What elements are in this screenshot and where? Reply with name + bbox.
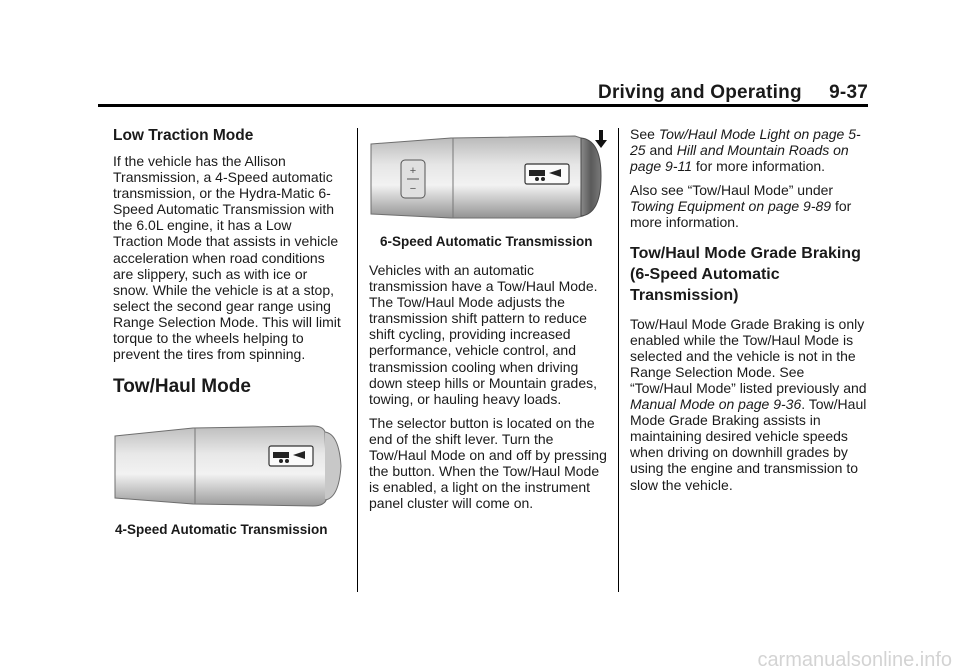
plus-icon: + xyxy=(409,165,417,177)
four-speed-caption: 4-Speed Automatic Transmission xyxy=(115,522,328,538)
column-3 xyxy=(630,126,870,501)
low-traction-heading: Low Traction Mode xyxy=(113,127,254,144)
page-header-title: Driving and Operating 9-37 xyxy=(598,82,868,103)
ref-towing-equipment[interactable]: Towing Equipment on page 9-89 xyxy=(630,198,832,215)
watermark: carmanualsonline.info xyxy=(757,649,952,671)
text-span: See xyxy=(630,126,659,142)
down-arrow-icon xyxy=(595,130,607,148)
text-span: . Tow/Haul Mode Grade Braking assists in maintaining desired vehicle speeds when driving on downhill grades by using the engine and transmission to slow the vehicle. xyxy=(630,396,867,493)
tow-haul-paragraph-1: Vehicles with an automatic transmission have a Tow/Haul Mode. The Tow/Haul Mode adjusts the transmission shift pattern to reduce shift cycling, providing increased performance, vehicle control, and transmission cooling when driving down steep hills or Mountain grades, towing, or hauling heavy loads. xyxy=(369,262,598,407)
text-span: and xyxy=(645,142,677,159)
text-span: for more information. xyxy=(692,158,826,175)
text-span: Also see “Tow/Haul Mode” under xyxy=(630,182,834,199)
text-span: Tow/Haul Mode Grade Braking is only enabled while the Tow/Haul Mode is selected and the vehicle is not in the Range Selection Mode. See “Tow/Haul Mode” listed previously and xyxy=(630,315,867,396)
ref-hill-mountain-roads[interactable]: Hill and Mountain Roads on page 9-11 xyxy=(630,142,849,175)
column-divider-2 xyxy=(618,128,619,592)
grade-braking-heading: Tow/Haul Mode Grade Braking (6-Speed Automatic Transmission) xyxy=(630,244,861,304)
tow-haul-heading: Tow/Haul Mode xyxy=(113,376,251,398)
low-traction-paragraph: If the vehicle has the Allison Transmission, a 4-Speed automatic transmission, or the Hydra-Matic 6-Speed Automatic Transmission with the 6.0L engine, it has a Low Traction Mode that assists in vehicle acceleration when road conditions are slippery, such as with ice or snow. While the vehicle is at a stop, select the second gear range using Range Selection Mode. This will limit torque to the wheels helping to prevent the tires from spinning. xyxy=(113,153,341,363)
column-divider-1 xyxy=(357,128,358,592)
see-also-paragraph-2 xyxy=(630,182,870,230)
six-speed-caption: 6-Speed Automatic Transmission xyxy=(380,234,593,249)
page-header xyxy=(98,82,868,106)
header-rule xyxy=(98,104,868,107)
text-span: for more information. xyxy=(630,198,852,231)
ref-tow-haul-light[interactable]: Tow/Haul Mode Light on page 5-25 xyxy=(630,126,861,159)
six-speed-shift-lever-illustration xyxy=(369,126,607,222)
four-speed-shift-lever-illustration xyxy=(113,422,345,510)
minus-icon: − xyxy=(409,183,417,195)
column-2 xyxy=(369,126,607,519)
ref-manual-mode[interactable]: Manual Mode on page 9-36 xyxy=(630,396,802,413)
tow-haul-paragraph-2: The selector button is located on the end of the shift lever. Turn the Tow/Haul Mode on and off by pressing the button. When the Tow/Haul Mode is enabled, a light on the instrument panel cluster will come on. xyxy=(369,414,607,512)
grade-braking-paragraph xyxy=(630,316,870,493)
column-1 xyxy=(113,126,345,550)
see-also-paragraph-1 xyxy=(630,126,870,174)
